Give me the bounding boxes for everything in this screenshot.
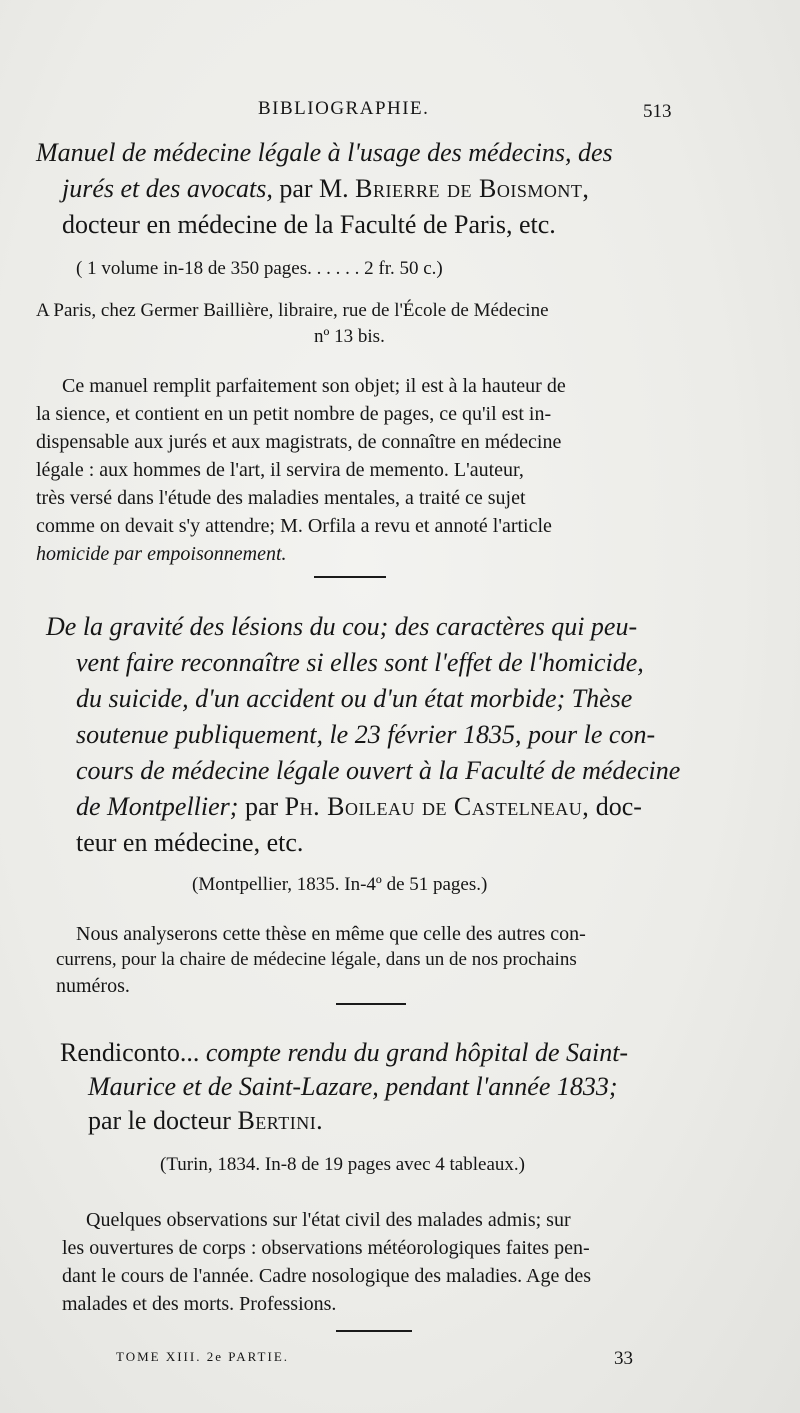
entry1-body-line-5: très versé dans l'étude des maladies mentales, a traité ce sujet <box>36 487 526 509</box>
entry3-title-line-3: par le docteur Bertini. <box>88 1106 324 1135</box>
entry3-author: Bertini. <box>237 1106 324 1135</box>
entry2-title-line-2: vent faire reconnaître si elles sont l'effet de l'homicide, <box>76 648 644 677</box>
entry2-body-line-3: numéros. <box>56 975 130 997</box>
section-divider <box>336 1330 412 1332</box>
entry2-title-line-3: du suicide, d'un accident ou d'un état morbide; Thèse <box>76 684 633 713</box>
entry1-publisher-line-1: A Paris, chez Germer Baillière, libraire, rue de l'École de Médecine <box>36 300 549 321</box>
entry1-title-line-3: docteur en médecine de la Faculté de Paris, etc. <box>62 210 556 239</box>
sheet-number: 33 <box>614 1348 633 1369</box>
entry1-title-line-2: jurés et des avocats, par M. Brierre de Boismont, <box>62 174 590 203</box>
entry1-title-line-1: Manuel de médecine légale à l'usage des médecins, des <box>36 138 613 167</box>
entry1-publisher-line-2: nº 13 bis. <box>314 326 385 347</box>
entry2-title-line-7: teur en médecine, etc. <box>76 828 304 857</box>
entry1-author: Brierre de Boismont, <box>355 174 590 203</box>
signature-mark: TOME XIII. 2e PARTIE. <box>116 1349 290 1364</box>
entry1-format: ( 1 volume in-18 de 350 pages. . . . . . 2 fr. 50 c.) <box>76 258 443 279</box>
section-divider <box>336 1003 406 1005</box>
entry3-title-line-1: Rendiconto... compte rendu du grand hôpital de Saint- <box>60 1038 629 1067</box>
entry2-title-line-4: soutenue publiquement, le 23 février 1835, pour le con- <box>76 720 656 749</box>
entry1-body-line-6: comme on devait s'y attendre; M. Orfila a revu et annoté l'article <box>36 515 552 537</box>
entry2-title-line-5: cours de médecine légale ouvert à la Faculté de médecine <box>76 756 681 785</box>
entry2-format: (Montpellier, 1835. In-4º de 51 pages.) <box>192 874 488 895</box>
entry3-format: (Turin, 1834. In-8 de 19 pages avec 4 tableaux.) <box>160 1154 525 1175</box>
entry1-body-line-4: légale : aux hommes de l'art, il servira de memento. L'auteur, <box>36 459 524 481</box>
entry1-body-line-1: Ce manuel remplit parfaitement son objet; il est à la hauteur de <box>62 375 566 397</box>
entry3-body-line-1: Quelques observations sur l'état civil des malades admis; sur <box>86 1209 571 1231</box>
section-divider <box>314 576 386 578</box>
running-head: BIBLIOGRAPHIE. <box>258 98 430 119</box>
entry3-body-line-2: les ouvertures de corps : observations météorologiques faites pen- <box>62 1237 590 1259</box>
entry1-body-line-3: dispensable aux jurés et aux magistrats, de connaître en médecine <box>36 431 562 453</box>
entry3-title-line-2: Maurice et de Saint-Lazare, pendant l'année 1833; <box>88 1072 618 1101</box>
entry3-body-line-3: dant le cours de l'année. Cadre nosologique des maladies. Age des <box>62 1265 592 1287</box>
entry3-body-line-4: malades et des morts. Professions. <box>62 1293 337 1315</box>
entry2-body-line-2: currens, pour la chaire de médecine légale, dans un de nos prochains <box>56 949 577 970</box>
entry2-body-line-1: Nous analyserons cette thèse en même que celle des autres con- <box>76 923 586 945</box>
entry2-title-line-6: de Montpellier; par Ph. Boileau de Castelneau, doc- <box>76 792 642 821</box>
entry1-body-line-7: homicide par empoisonnement. <box>36 543 287 565</box>
entry2-title-line-1: De la gravité des lésions du cou; des caractères qui peu- <box>46 612 638 641</box>
page-number: 513 <box>643 101 672 122</box>
entry1-body-line-2: la sience, et contient en un petit nombre de pages, ce qu'il est in- <box>36 403 552 425</box>
entry2-author: Ph. Boileau de Castelneau, <box>284 792 590 821</box>
